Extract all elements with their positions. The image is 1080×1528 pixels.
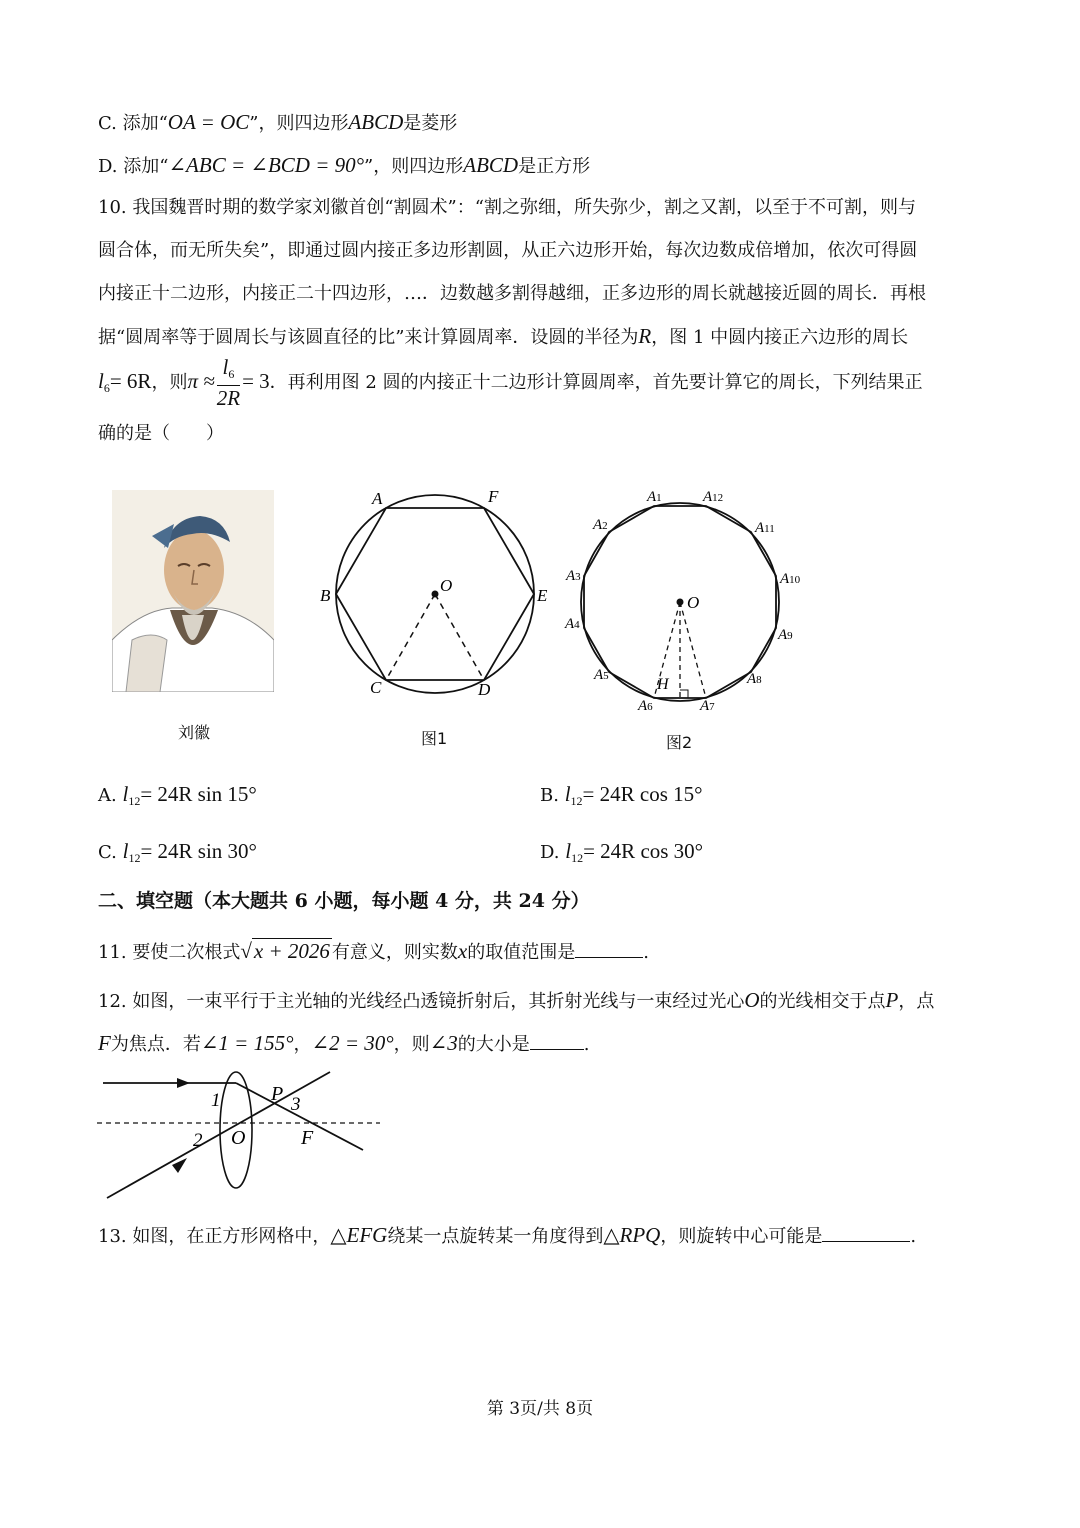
q10-line-3: 内接正十二边形，内接正二十四边形，…．边数越多割得越细，正多边形的周长就越接近圆的周长．再根 (98, 283, 926, 304)
text: ，图 1 中圆内接正六边形的周长 (651, 327, 909, 348)
math-expression: ∠3 (429, 1031, 458, 1055)
text: 的光线相交于点 (759, 991, 886, 1012)
math-sub: 12 (570, 794, 583, 808)
text: ，则 (151, 372, 188, 393)
math-shape: ABCD (348, 110, 404, 134)
section-2-heading: 二、填空题（本大题共 6 小题，每小题 4 分，共 24 分） (98, 890, 590, 912)
math-rhs: = 24R sin 15° (140, 782, 257, 806)
answer-blank[interactable] (822, 1240, 910, 1242)
math-eq: = 6R (109, 369, 152, 393)
q13 (98, 1223, 916, 1249)
label-A: A (372, 489, 383, 508)
label-A5: A5 (594, 667, 609, 683)
q12-line-1 (98, 988, 934, 1014)
text: . (643, 942, 649, 963)
option-formula (565, 782, 703, 806)
lens-figure (95, 1070, 385, 1202)
math-rhs: = 24R sin 30° (140, 839, 257, 863)
option-label: C. (98, 842, 117, 863)
math-expression: ∠ABC = ∠BCD = 90° (168, 153, 365, 177)
answer-blank[interactable] (575, 956, 643, 958)
math-triangle: △RPQ (603, 1223, 661, 1247)
sqrt-expression: √x + 2026 (240, 939, 330, 963)
text: 的取值范围是 (467, 942, 576, 963)
label-O: O (440, 576, 453, 595)
page-footer: 第 3页/共 8页 (486, 1399, 594, 1419)
angle-1-label: 1 (211, 1090, 221, 1111)
label-H: H (657, 676, 669, 693)
label-B: B (320, 586, 331, 605)
figure-1-caption: 图1 (421, 729, 448, 748)
angle-2-label: 2 (193, 1130, 203, 1151)
text: 11. 要使二次根式 (98, 942, 241, 963)
text: 有意义，则实数 (331, 942, 458, 963)
math-result: = 3 (242, 369, 270, 393)
label-P: P (271, 1083, 284, 1105)
label-A6: A6 (638, 698, 653, 714)
text: . (583, 1034, 590, 1055)
figure-1-hexagon (310, 480, 560, 710)
text: 据“圆周率等于圆周长与该圆直径的比”来计算圆周率．设圆的半径为 (98, 327, 639, 348)
label-C: C (370, 678, 382, 697)
math-var: P (885, 988, 899, 1012)
portrait-caption: 刘徽 (178, 723, 211, 742)
math-var: l (122, 782, 129, 806)
option-label: D. (98, 156, 118, 177)
label-A8: A8 (747, 671, 762, 687)
text: 是菱形 (403, 113, 458, 134)
q10-line-5 (98, 356, 923, 413)
math-sub: 12 (128, 851, 141, 865)
math-var: F (98, 1031, 111, 1055)
math-expression: ∠1 = 155° (200, 1031, 294, 1055)
math-var: l (122, 839, 129, 863)
option-label: A. (98, 785, 117, 806)
sqrt-radicand: x + 2026 (253, 939, 330, 963)
label-A12: A12 (703, 489, 724, 505)
option-formula (122, 782, 256, 806)
option-label: B. (540, 785, 559, 806)
text: ，则旋转中心可能是 (660, 1226, 823, 1247)
text: ，点 (898, 991, 935, 1012)
math-triangle: △EFG (330, 1223, 388, 1247)
label-O: O (231, 1127, 246, 1149)
label-O: O (687, 593, 700, 612)
math-pi: π ≈ (187, 369, 215, 393)
text: ”，则四边形 (364, 156, 464, 177)
math-sub: 12 (128, 794, 141, 808)
text: 添加“ (123, 156, 169, 177)
label-A4: A4 (565, 616, 580, 632)
math-var: l (565, 839, 572, 863)
q10-option-c (98, 839, 257, 870)
q10-line-1: 10. 我国魏晋时期的数学家刘徽首创“割圆术”：“割之弥细，所失弥少，割之又割，以至于不可割，则与 (98, 197, 916, 218)
math-var: x (457, 939, 468, 963)
label-A3: A3 (566, 568, 581, 584)
label-F: F (301, 1127, 314, 1149)
text: 12. 如图，一束平行于主光轴的光线经凸透镜折射后，其折射光线与一束经过光心 (98, 991, 745, 1012)
math-expression: ∠2 = 30° (311, 1031, 394, 1055)
option-formula (565, 839, 703, 863)
liu-hui-portrait (112, 490, 274, 692)
q10-option-d (540, 839, 703, 870)
fraction-numerator (217, 356, 240, 386)
fraction (217, 356, 240, 410)
math-var: O (744, 988, 760, 1012)
text: 13. 如图，在正方形网格中， (98, 1226, 331, 1247)
math-var: R (638, 324, 652, 348)
q10-line-6: 确的是（ ） (98, 423, 224, 444)
label-A9: A9 (778, 627, 793, 643)
math-rhs: = 24R cos 30° (583, 839, 704, 863)
q9-option-c (98, 110, 457, 136)
l6-expression (98, 369, 151, 393)
label-A2: A2 (593, 517, 608, 533)
option-label: C. (98, 113, 117, 134)
q10-option-a (98, 782, 257, 813)
figure-2-dodecagon (560, 480, 820, 720)
text: ”，则四边形 (249, 113, 349, 134)
text: 为焦点．若 (110, 1034, 201, 1055)
math-rhs: = 24R cos 15° (582, 782, 703, 806)
q12-line-2 (98, 1031, 590, 1057)
angle-3-label: 3 (291, 1094, 301, 1115)
text: ，则 (393, 1034, 430, 1055)
fraction-denominator: 2R (216, 386, 241, 410)
q10-line-2: 圆合体，而无所失矣”，即通过圆内接正多边形割圆，从正六边形开始，每次边数成倍增加，依次可得圆 (98, 240, 918, 261)
label-A10: A10 (780, 571, 801, 587)
option-label: D. (540, 842, 560, 863)
text: ， (293, 1034, 312, 1055)
math-expression: OA = OC (167, 110, 250, 134)
figure-2-caption: 图2 (666, 733, 693, 752)
label-A11: A11 (755, 520, 775, 536)
option-formula (123, 839, 257, 863)
math-shape: ABCD (463, 153, 519, 177)
math-var: l (98, 369, 104, 393)
math-sub: 6 (103, 381, 110, 395)
math-sub: 6 (228, 367, 235, 381)
q11 (98, 938, 649, 965)
q10-line-4 (98, 324, 908, 350)
text: 绕某一点旋转某一角度得到 (387, 1226, 604, 1247)
math-var: l (564, 782, 571, 806)
math-var: l (222, 355, 229, 379)
text: 是正方形 (518, 156, 591, 177)
label-F: F (488, 487, 499, 506)
q10-option-b (540, 782, 703, 813)
label-A7: A7 (700, 698, 715, 714)
label-E: E (537, 586, 548, 605)
label-D: D (478, 680, 491, 699)
text: . (910, 1226, 917, 1247)
answer-blank[interactable] (530, 1048, 584, 1050)
label-A1: A1 (647, 489, 662, 505)
math-sub: 12 (571, 851, 584, 865)
text: 添加“ (122, 113, 168, 134)
text: 的大小是 (457, 1034, 530, 1055)
text: ．再利用图 2 圆的内接正十二边形计算圆周率，首先要计算它的周长，下列结果正 (269, 372, 923, 393)
q9-option-d (98, 153, 590, 179)
